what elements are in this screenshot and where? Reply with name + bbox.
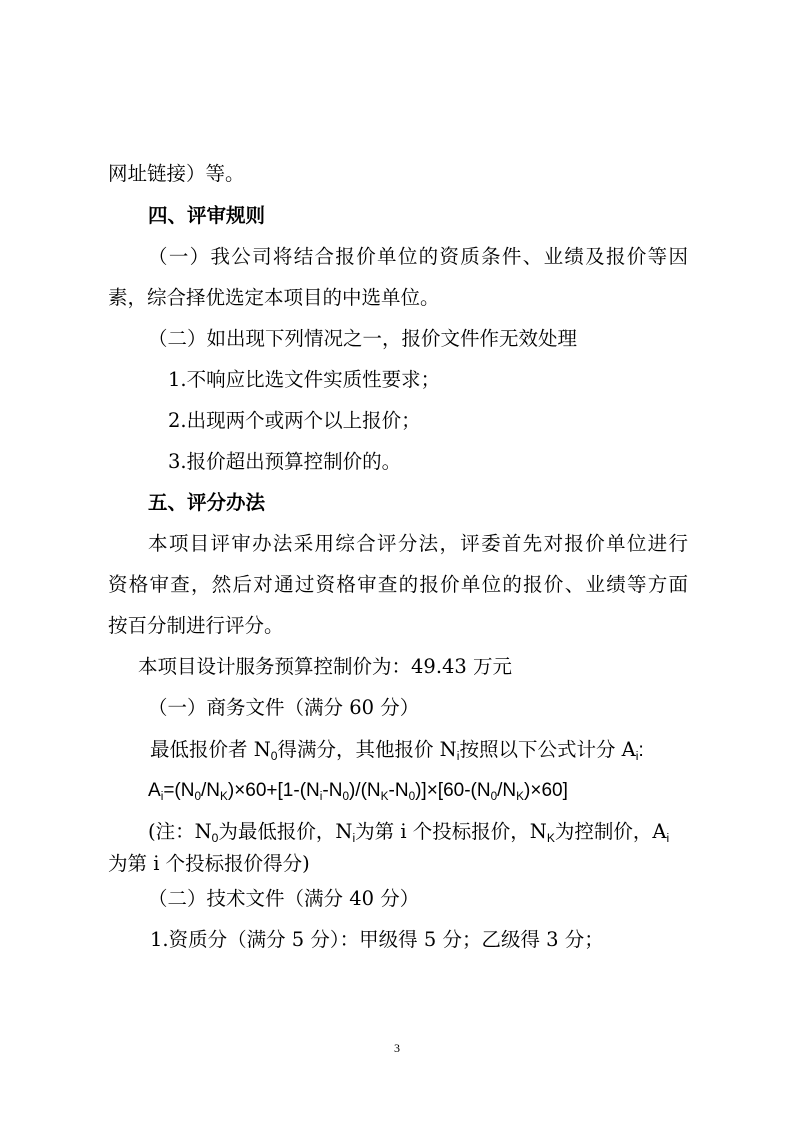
formula-intro-text-c: 按照以下公式计分 A [459,738,636,761]
paragraph-rule-2: （二）如出现下列情况之一，报价文件作无效处理 [148,327,578,350]
note-part: 为控制价，A [554,820,667,843]
note-part: 为第 i 个投标报价，N [355,820,547,843]
formula-note-line-2: 为第 i 个投标报价得分) [108,852,310,875]
list-item-invalid-3: 3.报价超出预算控制价的。 [168,450,402,473]
formula-part: /N [497,780,517,801]
subscript-i: i [352,831,356,846]
paragraph-method-line-3: 按百分制进行评分。 [108,614,284,637]
subscript-k: K [546,831,555,846]
formula-part: )×60+[1-(N [227,780,320,801]
paragraph-url-link-end: 网址链接）等。 [108,162,245,185]
subscript-0: 0 [211,831,219,846]
subscript-i: i [456,749,460,764]
formula-part: =(N [163,780,195,801]
formula-part: )]×[60-(N [415,780,491,801]
subscript-k: K [380,790,389,804]
heading-scoring-method: 五、评分办法 [148,491,266,514]
page-number: 3 [394,1041,400,1055]
note-part: 为最低报价，N [218,820,353,843]
paragraph-rule-1-line-1: （一）我公司将结合报价单位的资质条件、业绩及报价等因 [148,245,688,268]
formula-part: /N [201,780,221,801]
note-part: (注：N [148,820,212,843]
subscript-k: K [220,790,228,804]
list-item-invalid-2: 2.出现两个或两个以上报价； [168,409,421,432]
subscript-0: 0 [342,790,349,804]
formula-intro [150,736,644,764]
subscript-0: 0 [408,790,416,804]
subscript-i: i [319,790,323,804]
subscript-i: i [635,749,639,764]
list-item-invalid-1: 1.不响应比选文件实质性要求； [168,368,441,391]
section-technical-documents: （二）技术文件（满分 40 分） [148,887,420,910]
formula-intro-text-a: 最低报价者 N [150,738,271,761]
subscript-i: i [160,790,164,804]
formula-part: -N [322,780,343,801]
formula-part: A [148,780,161,801]
scoring-formula [148,777,568,805]
subscript-0: 0 [270,749,278,764]
formula-intro-text-b: 得满分，其他报价 N [277,738,457,761]
paragraph-budget: 本项目设计服务预算控制价为：49.43 万元 [138,655,513,678]
formula-intro-text-d: : [638,739,644,761]
paragraph-method-line-2: 资格审查，然后对通过资格审查的报价单位的报价、业绩等方面 [108,573,688,596]
paragraph-method-line-1: 本项目评审办法采用综合评分法，评委首先对报价单位进行 [148,532,688,555]
formula-part: -N [388,780,409,801]
subscript-0: 0 [490,790,498,804]
heading-review-rules: 四、评审规则 [148,204,266,227]
formula-part: )×60] [524,780,568,801]
paragraph-rule-1-line-2: 素，综合择优选定本项目的中选单位。 [108,286,440,309]
paragraph-qualification-score: 1.资质分（满分 5 分）：甲级得 5 分；乙级得 3 分； [150,928,604,951]
formula-note-line-1 [148,818,669,846]
subscript-i: i [666,831,670,846]
section-business-documents: （一）商务文件（满分 60 分） [148,696,420,719]
subscript-0: 0 [194,790,202,804]
subscript-k: K [516,790,525,804]
formula-part: )/(N [348,780,381,801]
